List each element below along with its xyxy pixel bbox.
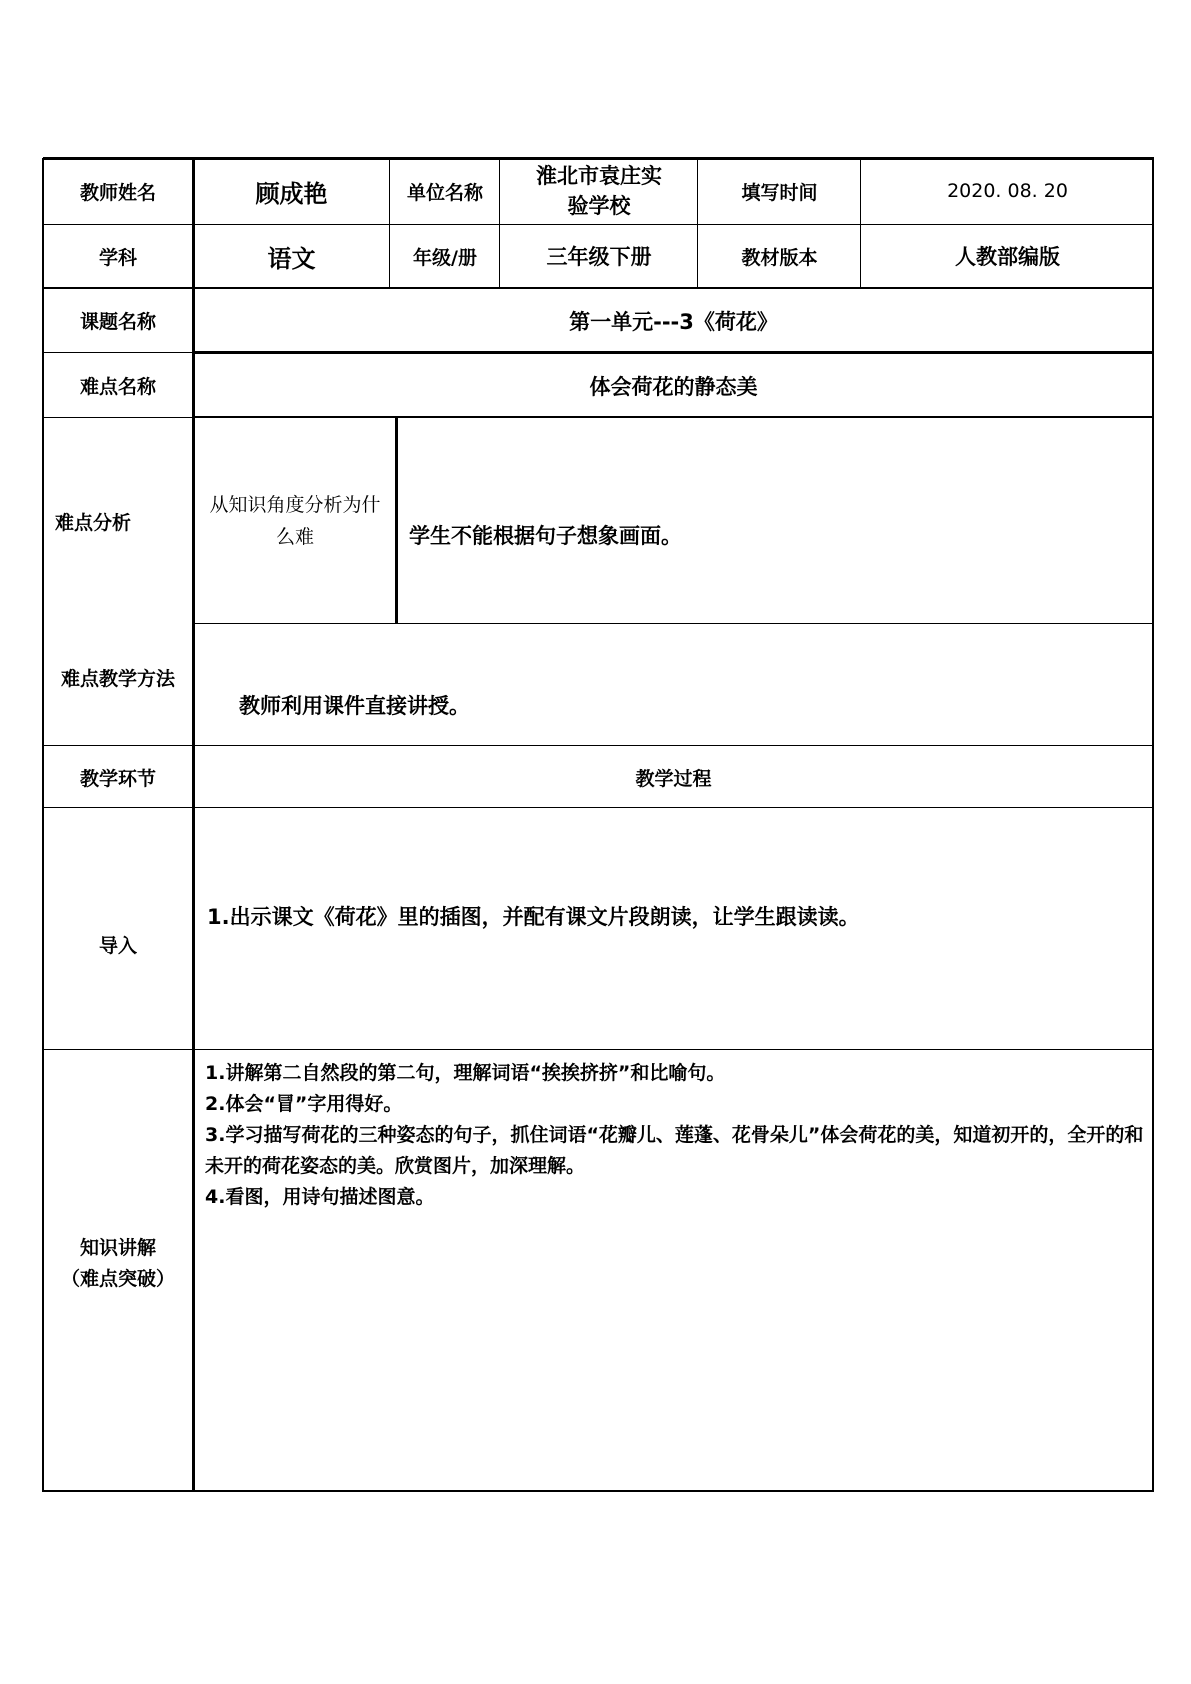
stage-label: 教学环节 — [79, 767, 156, 790]
divider — [42, 158, 44, 1492]
fill-date-label: 填写时间 — [741, 181, 818, 204]
divider — [43, 745, 1154, 746]
divider — [43, 1049, 1154, 1050]
knowledge-list — [205, 1058, 1145, 1213]
edition-label: 教材版本 — [741, 246, 818, 269]
knowledge-label-line-2: （难点突破） — [60, 1268, 175, 1290]
intro-label: 导入 — [98, 934, 137, 957]
subject-label: 学科 — [98, 246, 137, 269]
list-item: 2.体会“冒”字用得好。 — [205, 1093, 403, 1115]
divider — [43, 224, 1154, 225]
fill-date-value: 2020. 08. 20 — [947, 180, 1068, 202]
divider — [43, 1490, 1154, 1492]
divider — [43, 417, 193, 418]
edition-value: 人教部编版 — [955, 245, 1060, 269]
divider — [192, 158, 195, 1492]
divider — [43, 157, 1154, 160]
list-item: 3.学习描写荷花的三种姿态的句子，抓住词语“花瓣儿、莲蓬、花骨朵儿”体会荷花的美，知道初开的，全开的和未开的荷花姿态的美。欣赏图片，加深理解。 — [205, 1124, 1144, 1177]
unit-name-label: 单位名称 — [406, 181, 483, 204]
analysis-label: 难点分析 — [55, 511, 132, 534]
method-value: 教师利用课件直接讲授。 — [239, 694, 470, 718]
divider — [193, 416, 1154, 418]
method-label: 难点教学方法 — [60, 667, 175, 690]
divider — [193, 351, 1154, 354]
divider — [697, 158, 698, 288]
grade-label: 年级/册 — [413, 246, 477, 269]
list-item: 4.看图，用诗句描述图意。 — [205, 1186, 435, 1208]
divider — [43, 287, 1154, 289]
unit-name-value: 淮北市袁庄实验学校 — [536, 164, 662, 218]
analysis-value: 学生不能根据句子想象画面。 — [409, 524, 682, 548]
divider — [395, 418, 398, 624]
divider — [1152, 158, 1154, 1492]
teacher-name-label: 教师姓名 — [79, 181, 156, 204]
lesson-plan-table — [43, 158, 1154, 1492]
difficulty-value: 体会荷花的静态美 — [589, 374, 758, 399]
grade-value: 三年级下册 — [546, 245, 652, 269]
topic-value: 第一单元---3《荷花》 — [569, 309, 778, 334]
knowledge-label — [43, 1050, 193, 1492]
divider — [499, 158, 500, 288]
analysis-sub-label: 从知识角度分析为什么难 — [209, 494, 381, 548]
teacher-name-value: 顾成艳 — [255, 179, 328, 208]
list-item: 1.讲解第二自然段的第二句，理解词语“挨挨挤挤”和比喻句。 — [205, 1062, 726, 1084]
divider — [860, 158, 861, 288]
divider — [389, 158, 390, 288]
intro-value: 1.出示课文《荷花》里的插图，并配有课文片段朗读，让学生跟读读。 — [207, 905, 860, 929]
divider — [43, 807, 1154, 808]
difficulty-label: 难点名称 — [79, 376, 156, 398]
topic-label: 课题名称 — [79, 311, 156, 333]
subject-value: 语文 — [267, 244, 316, 273]
process-label: 教学过程 — [635, 767, 712, 790]
divider — [43, 352, 193, 353]
knowledge-label-line-1: 知识讲解 — [79, 1237, 156, 1259]
divider — [193, 623, 1154, 624]
